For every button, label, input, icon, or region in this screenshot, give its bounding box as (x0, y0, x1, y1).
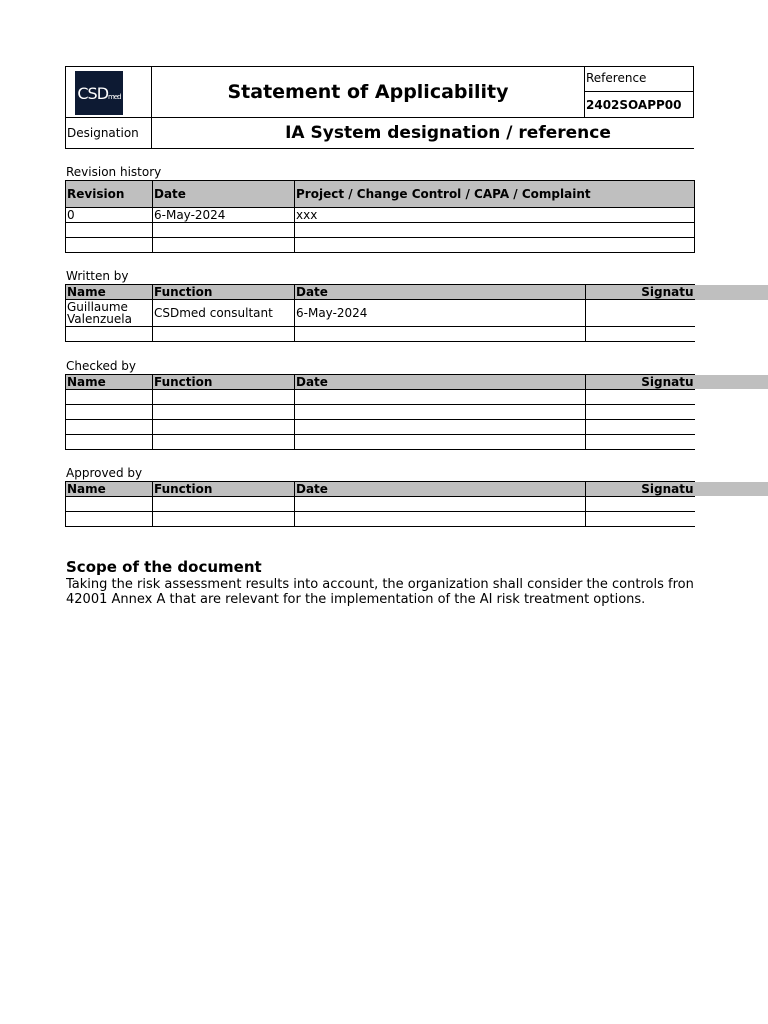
document-title: Statement of Applicability (151, 66, 585, 118)
name-cell (66, 420, 153, 435)
name-cell (66, 300, 153, 327)
signature-cell (586, 435, 695, 450)
csdmed-logo (75, 71, 123, 115)
name-cell (66, 390, 153, 405)
reference-value: 2402SOAPP00 (584, 91, 694, 118)
table-row (66, 512, 695, 527)
signature-header-overflow (694, 375, 768, 389)
first-name: Guillaume (67, 300, 128, 314)
designation-label: Designation (65, 117, 152, 149)
date-cell (295, 390, 586, 405)
column-header-signature: Signatu (586, 375, 695, 390)
column-header-project: Project / Change Control / CAPA / Complaint (295, 181, 695, 208)
table-row (66, 405, 695, 420)
checked-by-label: Checked by (66, 359, 137, 373)
table-row (66, 327, 695, 342)
logo-subtext: med (108, 93, 121, 101)
table-row (66, 208, 695, 223)
logo-cell (65, 66, 152, 118)
column-header-date: Date (153, 181, 295, 208)
table-row (66, 238, 695, 253)
column-header-signature: Signatu (586, 285, 695, 300)
written-by-table (65, 284, 695, 342)
scope-line: 42001 Annex A that are relevant for the implementation of the AI risk treatment options. (66, 592, 646, 607)
name-cell (66, 512, 153, 527)
table-row (66, 223, 695, 238)
revision-cell: 0 (66, 208, 153, 223)
date-cell (295, 327, 586, 342)
table-row (66, 435, 695, 450)
function-cell (153, 512, 295, 527)
column-header-date: Date (295, 375, 586, 390)
document-header (65, 66, 694, 149)
date-cell (295, 497, 586, 512)
name-cell (66, 405, 153, 420)
project-cell (295, 223, 695, 238)
revision-cell (66, 238, 153, 253)
function-cell (153, 435, 295, 450)
scope-title: Scope of the document (66, 558, 262, 576)
date-cell (153, 238, 295, 253)
column-header-name: Name (66, 482, 153, 497)
signature-header-overflow (694, 285, 768, 300)
column-header-date: Date (295, 285, 586, 300)
reference-label: Reference (584, 66, 694, 92)
function-cell (153, 390, 295, 405)
column-header-function: Function (153, 285, 295, 300)
revision-history-table (65, 180, 695, 253)
date-cell (295, 435, 586, 450)
date-cell (295, 512, 586, 527)
revision-history-label: Revision history (66, 165, 162, 179)
column-header-function: Function (153, 375, 295, 390)
table-row (66, 497, 695, 512)
approved-by-table (65, 481, 695, 527)
date-cell (153, 223, 295, 238)
column-header-signature: Signatu (586, 482, 695, 497)
function-cell (153, 420, 295, 435)
function-cell (153, 327, 295, 342)
column-header-revision: Revision (66, 181, 153, 208)
signature-cell (586, 512, 695, 527)
scope-text (66, 577, 766, 607)
signature-cell (586, 390, 695, 405)
date-cell: 6-May-2024 (153, 208, 295, 223)
date-cell (295, 420, 586, 435)
column-header-function: Function (153, 482, 295, 497)
signature-header-overflow (694, 482, 768, 496)
project-cell: xxx (295, 208, 695, 223)
table-row (66, 390, 695, 405)
column-header-name: Name (66, 375, 153, 390)
signature-cell (586, 405, 695, 420)
signature-cell (586, 497, 695, 512)
column-header-name: Name (66, 285, 153, 300)
signature-cell (586, 300, 695, 327)
designation-value: IA System designation / reference (151, 117, 694, 149)
revision-cell (66, 223, 153, 238)
name-cell (66, 435, 153, 450)
name-cell (66, 327, 153, 342)
written-by-label: Written by (66, 269, 129, 283)
table-row (66, 300, 695, 327)
last-name: Valenzuela (67, 312, 132, 326)
checked-by-table (65, 374, 695, 450)
column-header-date: Date (295, 482, 586, 497)
function-cell (153, 497, 295, 512)
date-cell: 6-May-2024 (295, 300, 586, 327)
date-cell (295, 405, 586, 420)
function-cell: CSDmed consultant (153, 300, 295, 327)
function-cell (153, 405, 295, 420)
signature-cell (586, 327, 695, 342)
approved-by-label: Approved by (66, 466, 143, 480)
logo-text: CSD (77, 83, 109, 103)
scope-line: Taking the risk assessment results into account, the organization shall consider the controls fron (66, 577, 694, 592)
signature-cell (586, 420, 695, 435)
project-cell (295, 238, 695, 253)
table-row (66, 420, 695, 435)
name-cell (66, 497, 153, 512)
